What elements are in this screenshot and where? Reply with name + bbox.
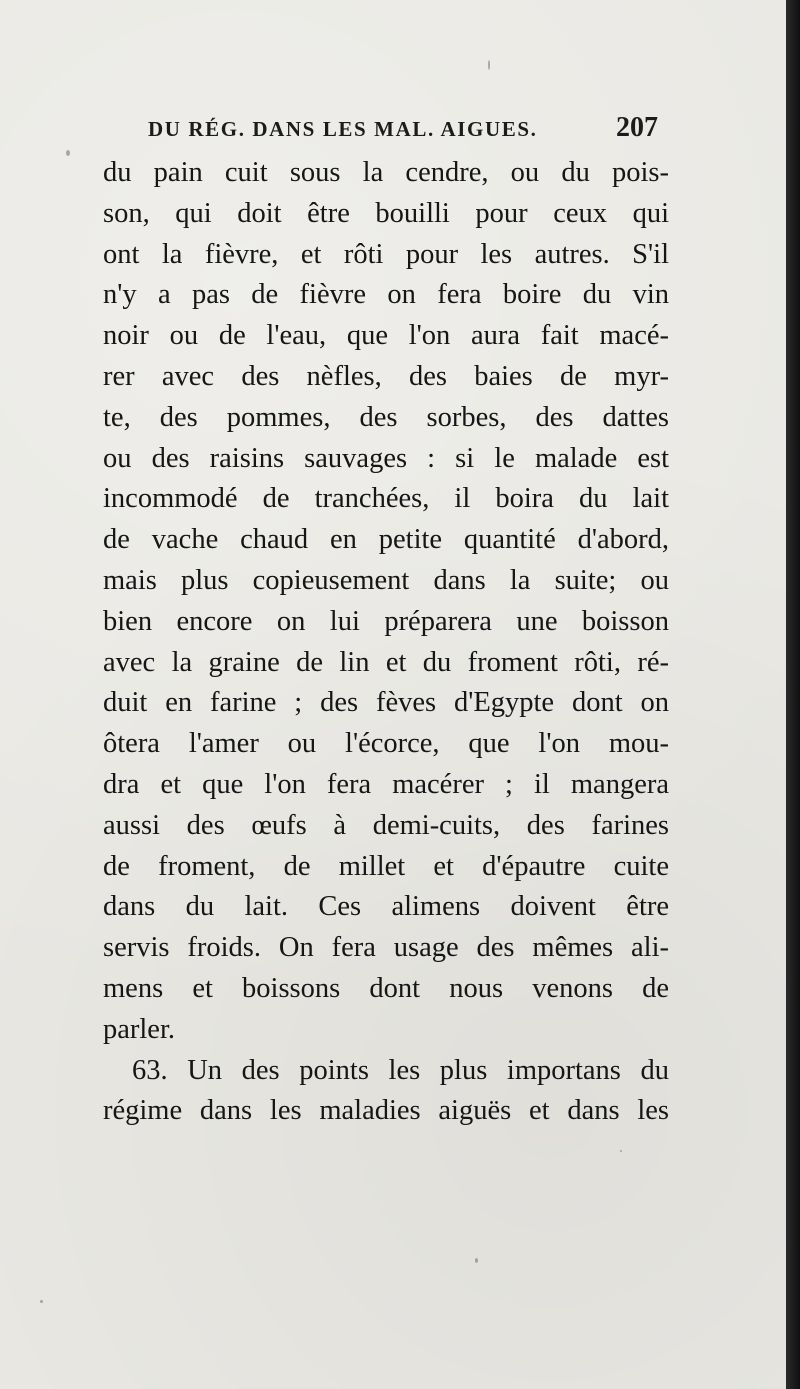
text-line: de froment, de millet et d'épautre cuite: [103, 850, 669, 882]
running-header: [148, 112, 658, 146]
text-line: noir ou de l'eau, que l'on aura fait macé-: [103, 320, 669, 352]
text-line: avec la graine de lin et du froment rôti, ré-: [103, 646, 669, 678]
text-line: ont la fièvre, et rôti pour les autres. S'il: [103, 238, 669, 270]
text-line: mais plus copieusement dans la suite; ou: [103, 564, 669, 596]
page-edge-shadow: [786, 0, 800, 1389]
body-text: [103, 153, 669, 1132]
text-line: régime dans les maladies aiguës et dans les: [103, 1095, 669, 1127]
text-line: duit en farine ; des fèves d'Egypte dont on: [103, 687, 669, 719]
text-line: du pain cuit sous la cendre, ou du pois-: [103, 157, 669, 188]
text-line: ôtera l'amer ou l'écorce, que l'on mou-: [103, 728, 669, 760]
text-line: aussi des œufs à demi-cuits, des farines: [103, 809, 669, 841]
text-line: parler.: [103, 1013, 176, 1045]
running-title: DU RÉG. DANS LES MAL. AIGUES.: [148, 117, 538, 141]
text-line: te, des pommes, des sorbes, des dattes: [103, 401, 669, 433]
text-line: rer avec des nèfles, des baies de myr-: [103, 360, 669, 392]
text-line: incommodé de tranchées, il boira du lait: [103, 483, 669, 515]
text-line: servis froids. On fera usage des mêmes ali-: [103, 932, 669, 964]
paper-speck: [620, 1150, 622, 1152]
paper-speck: [40, 1300, 43, 1303]
text-line: mens et boissons dont nous venons de: [103, 972, 669, 1004]
text-line: n'y a pas de fièvre on fera boire du vin: [103, 279, 669, 311]
text-line: son, qui doit être bouilli pour ceux qui: [103, 197, 669, 229]
paper-speck: [488, 60, 490, 70]
paper-speck: [66, 150, 70, 156]
text-line: ou des raisins sauvages : si le malade est: [103, 442, 669, 474]
text-line: de vache chaud en petite quantité d'abord,: [103, 524, 669, 556]
text-line: dans du lait. Ces alimens doivent être: [103, 891, 669, 923]
paper-speck: [475, 1258, 478, 1263]
text-line: bien encore on lui préparera une boisson: [103, 605, 669, 637]
paragraph-start-line: 63. Un des points les plus importans du: [132, 1054, 669, 1086]
text-line: dra et que l'on fera macérer ; il mangera: [103, 768, 669, 800]
page-number: 207: [616, 112, 658, 143]
